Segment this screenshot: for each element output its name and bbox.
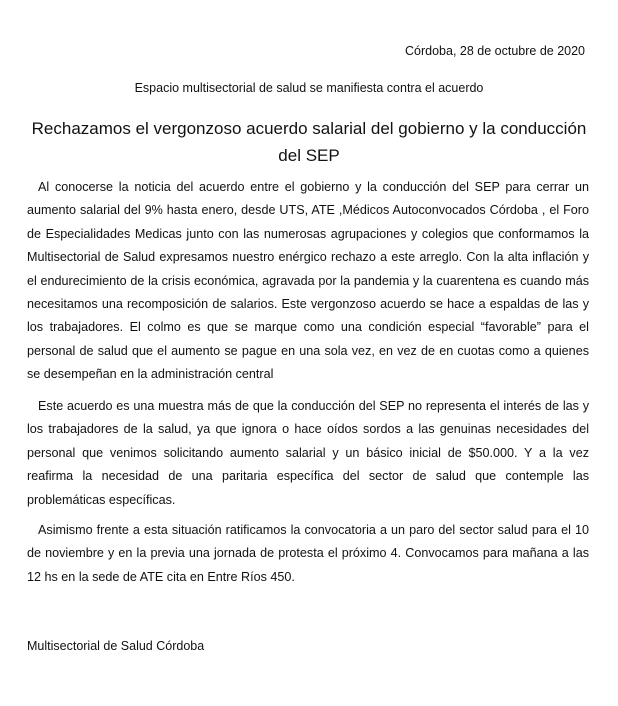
document-date: Córdoba, 28 de octubre de 2020: [405, 44, 585, 58]
document-subtitle: Espacio multisectorial de salud se manifiesta contra el acuerdo: [134, 81, 484, 95]
paragraph-1: Al conocerse la noticia del acuerdo entre el gobierno y la conducción del SEP para cerrar un aumento salarial del 9% hasta enero, desde UTS, ATE ,Médicos Autoconvocados Córdoba , el Foro de Especialidades Medicas junto con las numerosas agrupaciones y colegios que conformamos la Multisectorial de Salud expresamos nuestro enérgico rechazo a este arreglo. Con la alta inflación y el endurecimiento de la crisis económica, agravada por la pandemia y la cuarentena es cuando más necesitamos una recomposición de salarios. Este vergonzoso acuerdo se hace a espaldas de las y los trabajadores. El colmo es que se marque como una condición especial “favorable” para el personal de salud que el aumento se pague en una sola vez, en vez de en cuotas como a quienes se desempeñan en la administración central: [27, 180, 589, 382]
document-title: Rechazamos el vergonzoso acuerdo salarial del gobierno y la conducción del SEP: [31, 119, 587, 165]
paragraph-3: Asimismo frente a esta situación ratificamos la convocatoria a un paro del sector salud para el 10 de noviembre y en la previa una jornada de protesta el próximo 4. Convocamos para mañana a las 12 hs en la sede de ATE cita en Entre Ríos 450.: [27, 523, 589, 584]
document-signature: Multisectorial de Salud Córdoba: [27, 639, 205, 653]
paragraph-2: Este acuerdo es una muestra más de que la conducción del SEP no representa el interés de las y los trabajadores de la salud, ya que ignora o hace oídos sordos a las genuinas necesidades del personal que venimos solicitando aumento salarial y un básico inicial de $50.000. Y a la vez reafirma la necesidad de una paritaria específica del sector de salud que contemple las problemáticas específicas.: [27, 399, 589, 507]
